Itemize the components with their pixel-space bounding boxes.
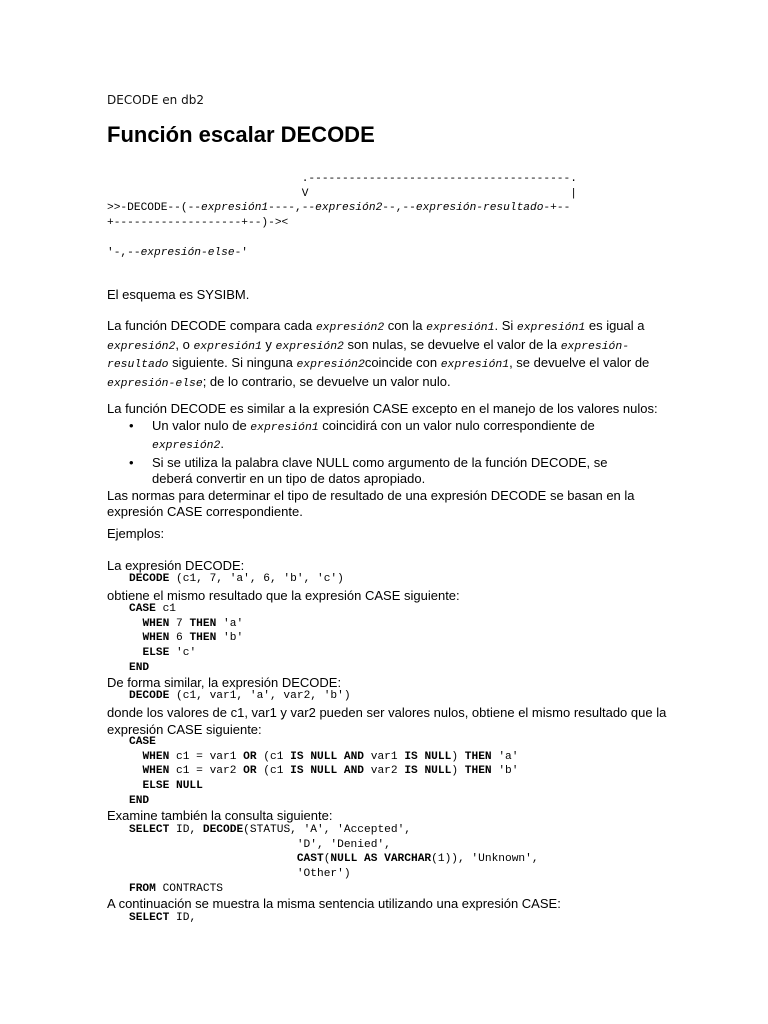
example2-case-code: CASE WHEN c1 = var1 OR (c1 IS NULL AND var1 IS NULL) THEN 'a' WHEN c1 = var2 OR (c1 IS NULL AND var2 IS NULL) THEN 'b' ELSE NULL END	[129, 736, 519, 807]
syntax-line-2: V |	[107, 187, 577, 200]
example1-intro: La expresión DECODE:	[107, 558, 245, 573]
example2-decode-code: DECODE (c1, var1, 'a', var2, 'b')	[129, 690, 351, 702]
example1-decode-code: DECODE (c1, 7, 'a', 6, 'b', 'c')	[129, 573, 344, 585]
example4-select-code: SELECT ID,	[129, 912, 197, 924]
example4-intro: A continuación se muestra la misma sentencia utilizando una expresión CASE:	[107, 896, 561, 911]
rules-text: Las normas para determinar el tipo de resultado de una expresión DECODE se basan en la expresión CASE correspondiente.	[107, 487, 635, 519]
example2-mid: donde los valores de c1, var1 y var2 pueden ser valores nulos, obtiene el mismo resultado que la expresión CASE siguiente:	[107, 705, 667, 737]
page-title: Función escalar DECODE	[107, 122, 375, 147]
document-label: DECODE en db2	[107, 93, 204, 107]
example1-case-code: CASE c1 WHEN 7 THEN 'a' WHEN 6 THEN 'b' ELSE 'c' END	[129, 603, 244, 674]
examples-label: Ejemplos:	[107, 526, 165, 541]
syntax-line-4: +-------------------+--)-><	[107, 217, 289, 230]
syntax-diagram	[107, 172, 577, 260]
example3-intro: Examine también la consulta siguiente:	[107, 808, 333, 823]
syntax-line-5: '-,--expresión-else-'	[107, 246, 249, 259]
syntax-line-1: .---------------------------------------.	[107, 173, 577, 185]
null-handling-list	[107, 418, 667, 488]
schema-text: El esquema es SYSIBM.	[107, 287, 250, 302]
example1-mid: obtiene el mismo resultado que la expresión CASE siguiente:	[107, 588, 460, 603]
list-item: • Un valor nulo de expresión1 coincidirá con un valor nulo correspondiente de expresión2.	[107, 418, 622, 455]
example2-intro: De forma similar, la expresión DECODE:	[107, 675, 342, 690]
similar-intro: La función DECODE es similar a la expresión CASE excepto en el manejo de los valores nulos:	[107, 401, 658, 416]
list-item: • Si se utiliza la palabra clave NULL como argumento de la función DECODE, se deberá convertir en un tipo de datos apropiado.	[107, 455, 622, 488]
syntax-line-3: >>-DECODE--(--expresión1----,--expresión2--,--expresión-resultado-+--	[107, 202, 571, 215]
similar-section	[107, 401, 667, 521]
example3-select-code: SELECT ID, DECODE(STATUS, 'A', 'Accepted', 'D', 'Denied', CAST(NULL AS VARCHAR(1)), 'Unknown', 'Other') FROM CONTRACTS	[129, 824, 539, 895]
description-paragraph: La función DECODE compara cada expresión2 con la expresión1. Si expresión1 es igual a expresión2, o expresión1 y expresión2 son nulas, se devuelve el valor de la expresión-resultado siguiente. Si ninguna expresión2coincide con expresión1, se devuelve el valor de expresión-else; de lo contrario, se devuelve un valor nulo.	[107, 318, 650, 390]
